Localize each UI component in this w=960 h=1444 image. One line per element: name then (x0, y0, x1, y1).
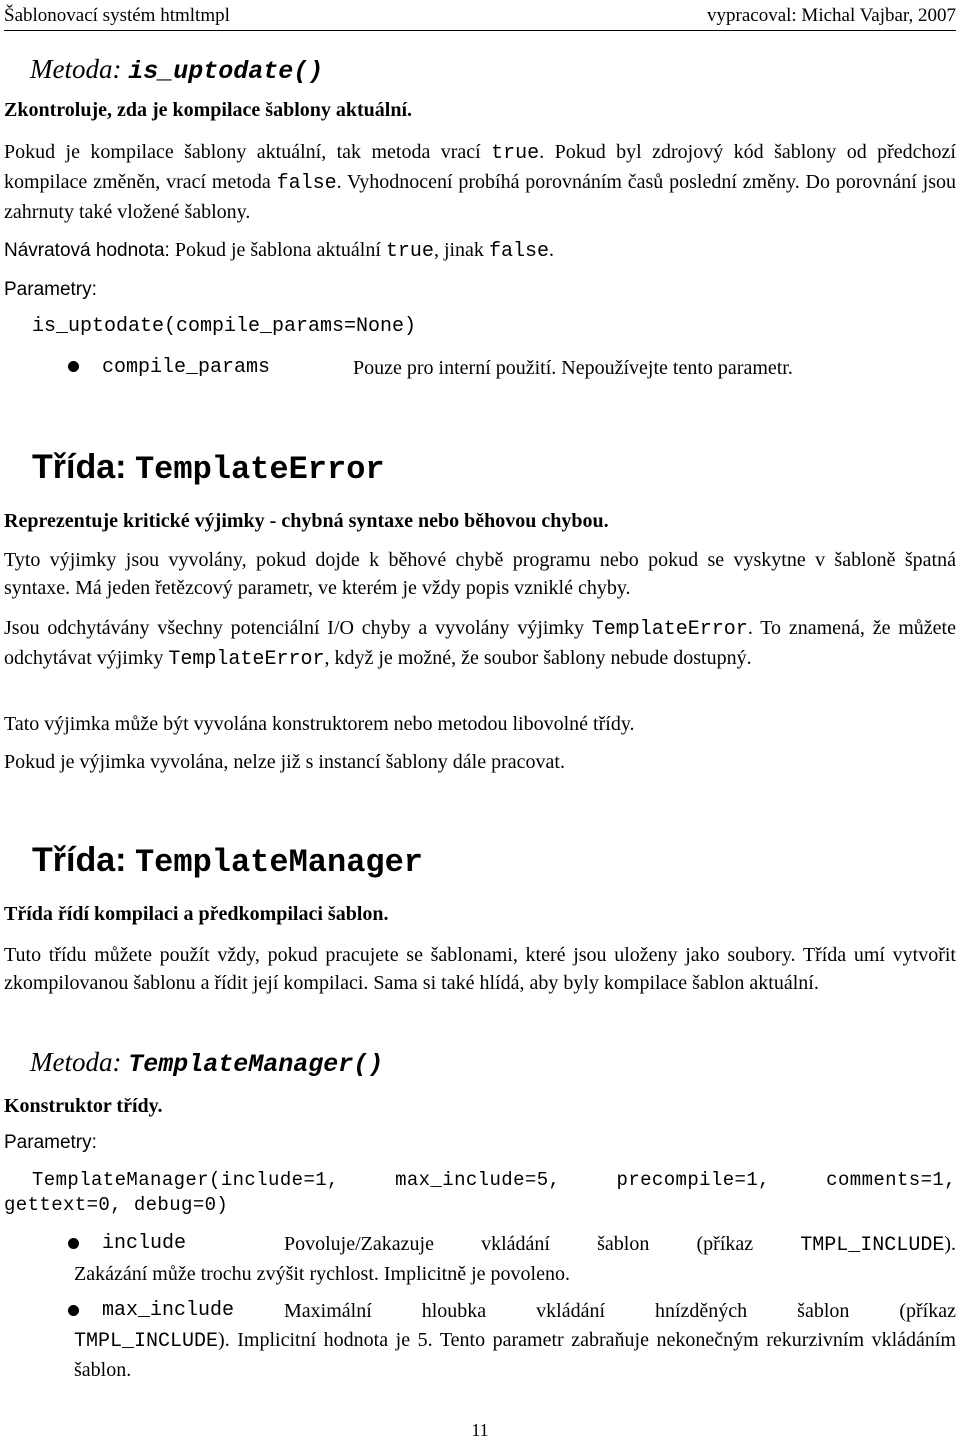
code-false: false (276, 172, 337, 195)
code-true: true (385, 240, 434, 263)
method-signature-line-2: gettext=0, debug=0) (4, 1194, 229, 1216)
param-desc-max-include-line-1: Maximální hloubka vkládání hnízděných šablon (příkaz (284, 1300, 956, 1322)
para-text: Jsou odchytávány všechny potenciální I/O chyby a vyvolány výjimky (4, 617, 592, 639)
return-value (4, 236, 956, 266)
method-summary: Zkontroluje, zda je kompilace šablony aktuální. (4, 99, 413, 121)
bullet-icon (68, 1305, 79, 1316)
param-desc-text: Povoluje/Zakazuje vkládání šablon (příkaz (284, 1233, 801, 1255)
params-label: Parametry: (4, 279, 97, 300)
page-header (4, 0, 956, 28)
class-paragraph-3: Tato výjimka může být vyvolána konstruktorem nebo metodou libovolné třídy. (4, 713, 635, 735)
class-name: TemplateError (134, 451, 385, 488)
param-desc-max-include-rest (74, 1326, 956, 1384)
class-name: TemplateManager (134, 844, 423, 881)
param-name-max-include: max_include (102, 1299, 235, 1322)
return-text: Pokud je šablona aktuální (169, 239, 386, 261)
param-desc: Pouze pro interní použití. Nepoužívejte tento parametr. (353, 357, 793, 379)
code-tmpl-include: TMPL_INCLUDE (74, 1330, 219, 1353)
class-summary: Reprezentuje kritické výjimky - chybná syntaxe nebo běhovou chybou. (4, 510, 609, 532)
para-text: , když je možné, že soubor šablony nebude dostupný. (324, 647, 752, 669)
param-desc-include (284, 1230, 956, 1260)
method-summary: Konstruktor třídy. (4, 1095, 163, 1117)
param-name: compile_params (102, 356, 271, 379)
code-true: true (491, 142, 540, 165)
class-paragraph-4: Pokud je výjimka vyvolána, nelze již s instancí šablony dále pracovat. (4, 751, 565, 773)
class-prefix: Třída: (32, 448, 127, 486)
param-desc-include-line-2: Zakázání může trochu zvýšit rychlost. Implicitně je povoleno. (74, 1263, 570, 1285)
code-template-error: TemplateError (591, 618, 748, 641)
method-name: TemplateManager() (128, 1050, 384, 1079)
return-text: . (548, 239, 554, 261)
bullet-icon (68, 1238, 79, 1249)
param-desc-text: ). Implicitní hodnota je 5. Tento parametr zabraňuje nekonečným rekurzivním vkládáním šablon. (74, 1329, 956, 1381)
header-author: vypracoval: Michal Vajbar, 2007 (707, 5, 956, 26)
method-signature-line-1: TemplateManager(include=1, max_include=5, precompile=1, comments=1, (32, 1169, 956, 1191)
class-paragraph-1: Tuto třídu můžete použít vždy, pokud pracujete se šablonami, které jsou uloženy jako soubory. Třída umí vytvořit zkompilovanou šablonu a řídit její kompilaci. Sama si také hlídá, aby byly kompilace šablon aktuální. (4, 944, 956, 994)
method-name: is_uptodate() (128, 57, 324, 86)
class-heading-template-manager (32, 840, 956, 883)
page-number: 11 (471, 1420, 489, 1440)
class-summary: Třída řídí kompilaci a předkompilaci šablon. (4, 903, 389, 925)
method-heading-is-uptodate (30, 52, 956, 89)
return-label: Návratová hodnota: (4, 240, 170, 261)
method-description (4, 138, 956, 226)
para-text: . To znamená, že můžete odchytávat výjimky (4, 617, 956, 669)
param-desc-text: ). (944, 1233, 956, 1255)
class-prefix: Třída: (32, 841, 127, 879)
desc-text: Pokud je kompilace šablony aktuální, tak metoda vrací (4, 141, 492, 163)
code-template-error: TemplateError (168, 648, 325, 671)
code-false: false (488, 240, 549, 263)
param-name-include: include (102, 1232, 187, 1255)
header-title: Šablonovací systém htmltmpl (4, 5, 230, 26)
method-heading-template-manager (30, 1045, 956, 1082)
return-text: , jinak (433, 239, 489, 261)
class-paragraph-2 (4, 614, 956, 674)
class-heading-template-error (32, 447, 956, 490)
desc-text: . Pokud byl zdrojový kód šablony od předchozí kompilace změněn, vrací metoda (4, 141, 956, 193)
class-paragraph-1: Tyto výjimky jsou vyvolány, pokud dojde k běhové chybě programu nebo pokud se vyskytne v šabloně špatná syntaxe. Má jeden řetězcový parametr, ve kterém je vždy popis vzniklé chyby. (4, 549, 956, 599)
method-signature: is_uptodate(compile_params=None) (32, 315, 417, 338)
code-tmpl-include: TMPL_INCLUDE (800, 1234, 945, 1257)
header-rule (4, 30, 956, 31)
desc-text: . Vyhodnocení probíhá porovnáním časů poslední změny. Do porovnání jsou zahrnuty také vložené šablony. (4, 171, 957, 223)
bullet-icon (68, 361, 79, 372)
method-prefix: Metoda: (30, 1047, 122, 1077)
method-prefix: Metoda: (30, 54, 122, 84)
params-label: Parametry: (4, 1132, 97, 1153)
